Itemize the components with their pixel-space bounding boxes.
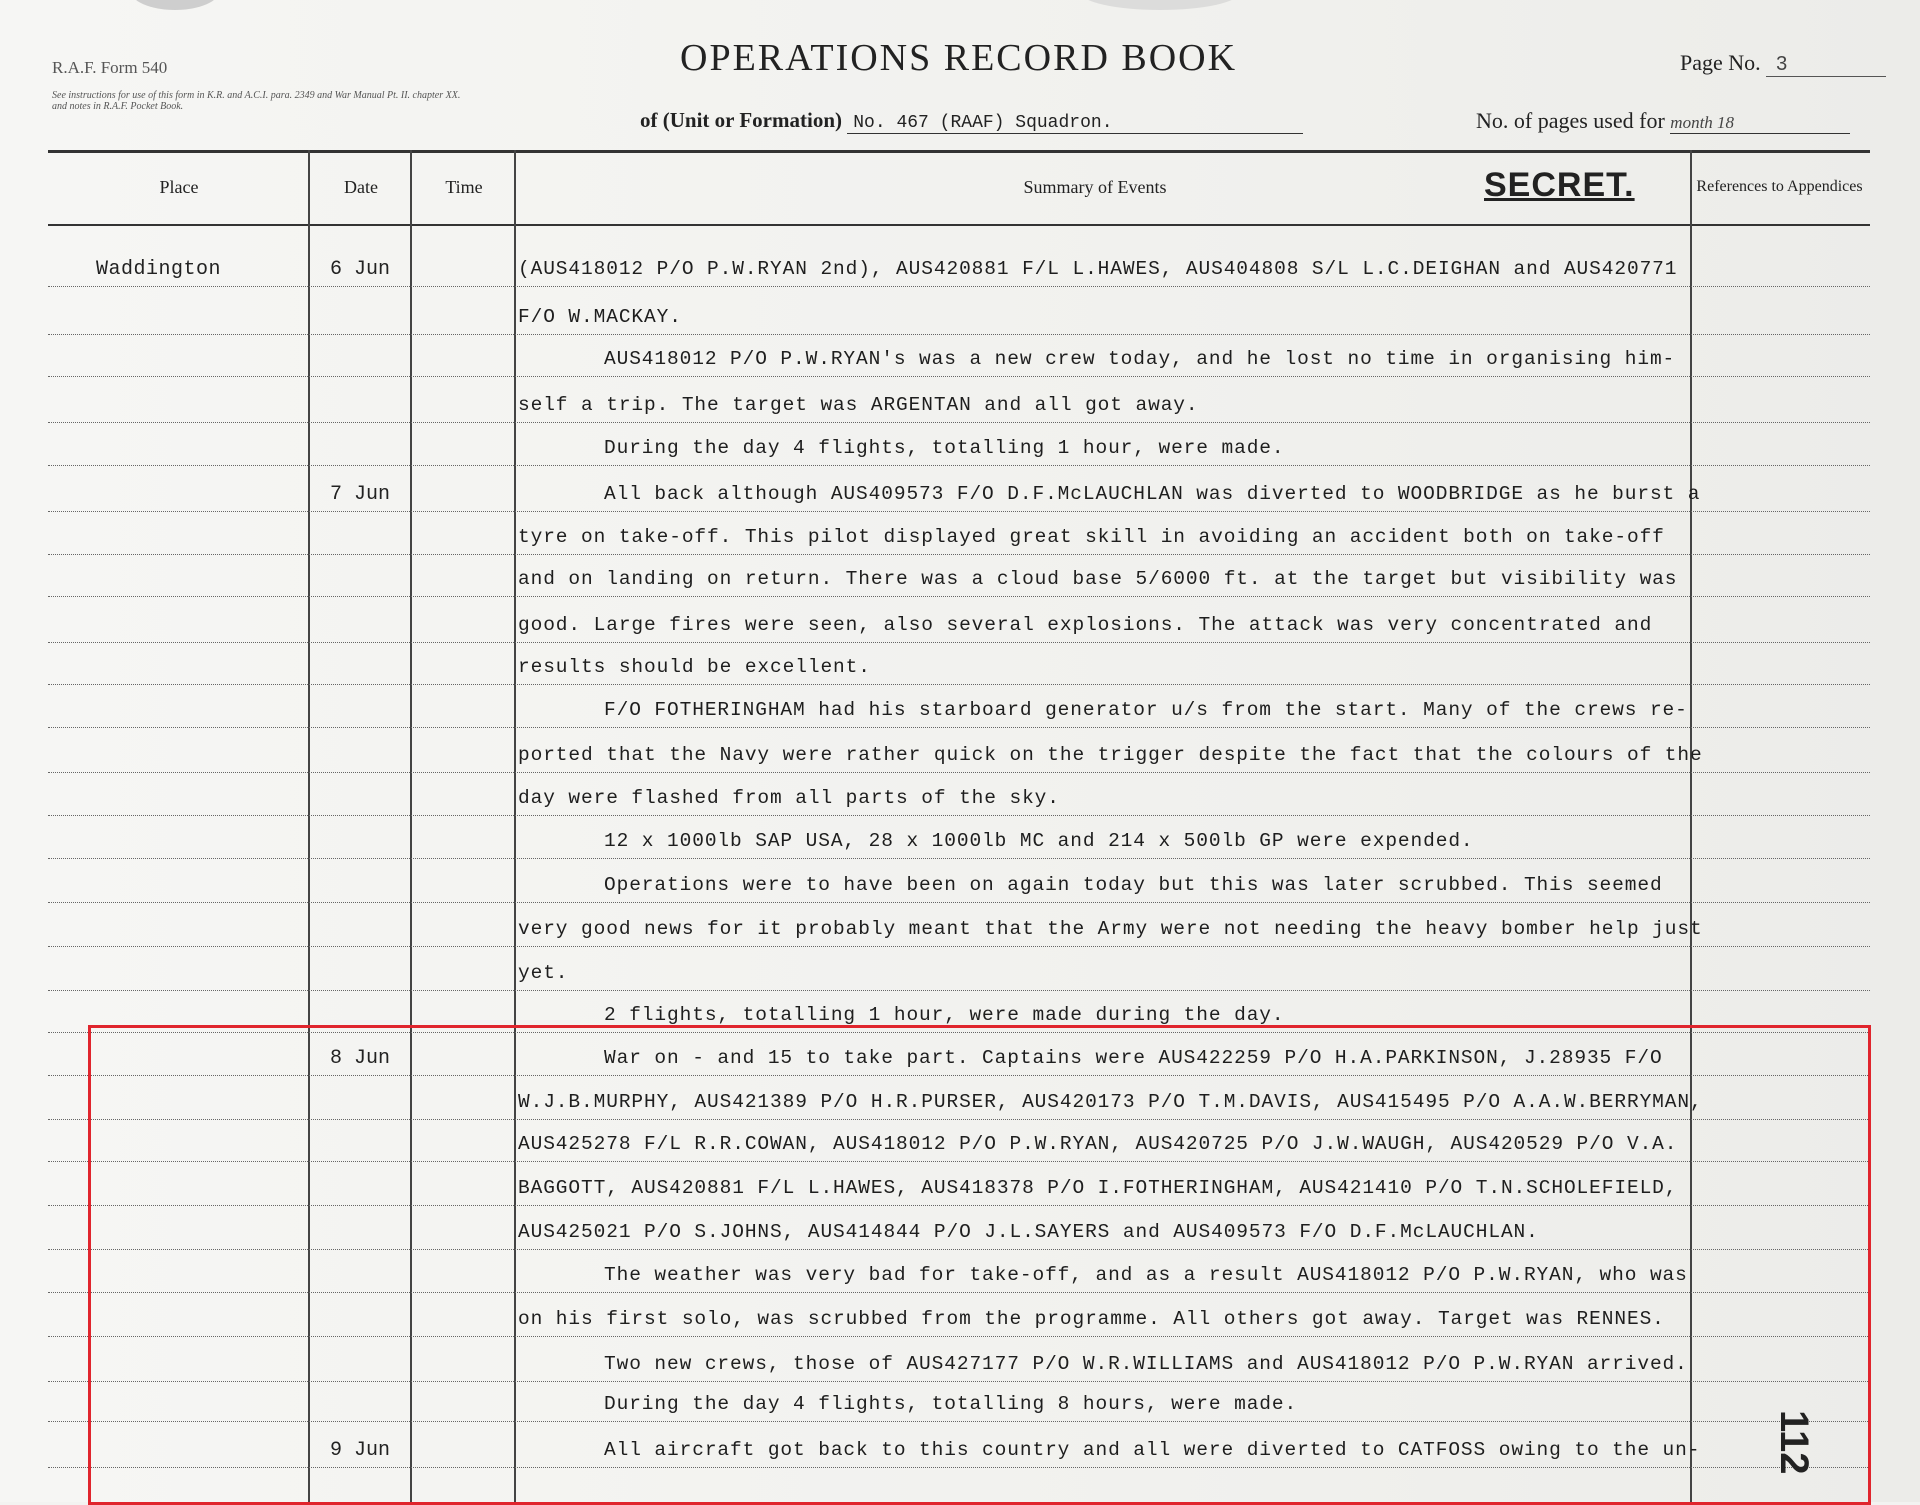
record-text: 12 x 1000lb SAP USA, 28 x 1000lb MC and 214 x 500lb GP were expended. — [604, 830, 1474, 852]
form-id: R.A.F. Form 540 — [52, 58, 168, 77]
ink-smudge — [1080, 0, 1240, 10]
record-text: self a trip. The target was ARGENTAN and all got away. — [518, 394, 1199, 416]
record-text: AUS425021 P/O S.JOHNS, AUS414844 P/O J.L.SAYERS and AUS409573 F/O D.F.McLAUCHLAN. — [518, 1221, 1539, 1243]
unit-label: of (Unit or Formation) — [640, 108, 842, 132]
record-text: results should be excellent. — [518, 656, 871, 678]
page-number-value: 3 — [1766, 53, 1886, 77]
record-text: and on landing on return. There was a cloud base 5/6000 ft. at the target but visibility was — [518, 568, 1678, 590]
record-text: day were flashed from all parts of the sky. — [518, 787, 1060, 809]
classification-stamp: SECRET. — [1484, 166, 1635, 204]
row-rule — [48, 376, 1870, 377]
highlight-box — [88, 1025, 1871, 1505]
record-text: During the day 4 flights, totalling 8 hours, were made. — [604, 1393, 1298, 1415]
row-rule — [48, 596, 1870, 597]
row-rule — [48, 554, 1870, 555]
row-rule — [48, 422, 1870, 423]
record-text: All back although AUS409573 F/O D.F.McLAUCHLAN was diverted to WOODBRIDGE as he burst a — [604, 483, 1701, 505]
column-references: References to Appendices — [1696, 178, 1863, 195]
header-bottom-rule — [48, 224, 1870, 226]
record-text: Operations were to have been on again today but this was later scrubbed. This seemed — [604, 874, 1663, 896]
column-time: Time — [445, 176, 483, 197]
record-text: (AUS418012 P/O P.W.RYAN 2nd), AUS420881 F/L L.HAWES, AUS404808 S/L L.C.DEIGHAN and AUS420771 — [518, 258, 1678, 280]
record-text: War on - and 15 to take part. Captains were AUS422259 P/O H.A.PARKINSON, J.28935 F/O — [604, 1047, 1663, 1069]
record-text: BAGGOTT, AUS420881 F/L L.HAWES, AUS418378 P/O I.FOTHERINGHAM, AUS421410 P/O T.N.SCHOLEFIELD, — [518, 1177, 1678, 1199]
pages-used-value: month 18 — [1670, 113, 1850, 134]
row-rule — [48, 902, 1870, 903]
row-rule — [48, 511, 1870, 512]
record-date: 8 Jun — [329, 1047, 390, 1070]
record-text: Two new crews, those of AUS427177 P/O W.R.WILLIAMS and AUS418012 P/O P.W.RYAN arrived. — [604, 1353, 1688, 1375]
record-text: W.J.B.MURPHY, AUS421389 P/O H.R.PURSER, AUS420173 P/O T.M.DAVIS, AUS415495 P/O A.A.W.BERRYMAN, — [518, 1091, 1703, 1113]
record-text: tyre on take-off. This pilot displayed great skill in avoiding an accident both on take-off — [518, 526, 1665, 548]
pages-used — [1476, 108, 1850, 134]
record-text: During the day 4 flights, totalling 1 hour, were made. — [604, 437, 1285, 459]
column-place: Place — [159, 176, 199, 197]
row-rule — [48, 727, 1870, 728]
record-text: AUS418012 P/O P.W.RYAN's was a new crew today, and he lost no time in organising him- — [604, 348, 1676, 370]
row-rule — [48, 772, 1870, 773]
record-text: The weather was very bad for take-off, and as a result AUS418012 P/O P.W.RYAN, who was — [604, 1264, 1688, 1286]
row-rule — [48, 684, 1870, 685]
record-text: F/O W.MACKAY. — [518, 306, 682, 328]
record-place: Waddington — [96, 258, 222, 281]
row-rule — [48, 334, 1870, 335]
row-rule — [48, 990, 1870, 991]
unit-line — [640, 108, 1303, 134]
record-text: yet. — [518, 962, 569, 984]
page-number — [1680, 50, 1886, 77]
record-text: AUS425278 F/L R.R.COWAN, AUS418012 P/O P.W.RYAN, AUS420725 P/O J.W.WAUGH, AUS420529 P/O V.A. — [518, 1133, 1678, 1155]
record-text: very good news for it probably meant that the Army were not needing the heavy bomber help just — [518, 918, 1703, 940]
form-instructions: See instructions for use of this form in K.R. and A.C.I. para. 2349 and War Manual Pt. II. chapter XX. and notes in R.A.F. Pocket Book. — [52, 90, 461, 112]
record-date: 7 Jun — [329, 483, 390, 506]
record-text: F/O FOTHERINGHAM had his starboard generator u/s from the start. Many of the crews re- — [604, 699, 1688, 721]
record-date: 6 Jun — [329, 258, 390, 281]
record-text: All aircraft got back to this country and all were diverted to CATFOSS owing to the un- — [604, 1439, 1701, 1461]
record-text: ported that the Navy were rather quick on the trigger despite the fact that the colours of the — [518, 744, 1703, 766]
column-date: Date — [344, 176, 378, 197]
row-rule — [48, 465, 1870, 466]
row-rule — [48, 858, 1870, 859]
record-text: 2 flights, totalling 1 hour, were made during the day. — [604, 1004, 1285, 1026]
row-rule — [48, 286, 1870, 287]
side-page-number: 112 — [1772, 1410, 1816, 1475]
row-rule — [48, 815, 1870, 816]
ink-smudge — [130, 0, 220, 10]
document-title: OPERATIONS RECORD BOOK — [680, 37, 1238, 79]
row-rule — [48, 946, 1870, 947]
column-summary: Summary of Events — [1023, 176, 1167, 197]
record-text: good. Large fires were seen, also several explosions. The attack was very concentrated and — [518, 614, 1653, 636]
record-text: on his first solo, was scrubbed from the programme. All others got away. Target was RENNES. — [518, 1308, 1665, 1330]
record-date: 9 Jun — [329, 1439, 390, 1462]
unit-value: No. 467 (RAAF) Squadron. — [847, 113, 1303, 134]
page-number-label: Page No. — [1680, 50, 1761, 75]
row-rule — [48, 642, 1870, 643]
pages-used-label: No. of pages used for — [1476, 108, 1665, 133]
